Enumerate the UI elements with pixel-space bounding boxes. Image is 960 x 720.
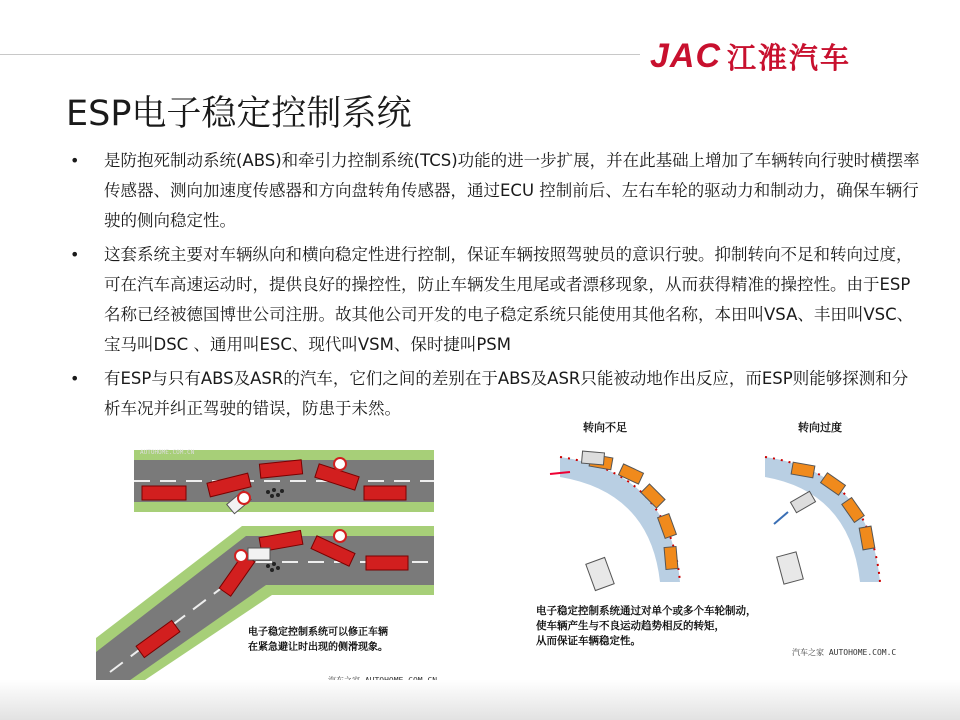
caption-line: 从而保证车辆稳定性。 — [536, 635, 641, 647]
logo-brand: JAC — [650, 36, 722, 75]
slide-title: ESP电子稳定控制系统 — [66, 94, 412, 134]
bullet-item: • 有ESP与只有ABS及ASR的汽车，它们之间的差别在于ABS及ASR只能被动地作出反应，而ESP则能够探测和分析车况并纠正驾驶的错误，防患于未然。 — [70, 364, 920, 424]
caption-line: 在紧急避让时出现的侧滑现象。 — [248, 642, 388, 653]
bullet-list — [70, 146, 920, 428]
caption-line: 电子稳定控制系统可以修正车辆 — [248, 627, 388, 638]
figure-right-caption — [536, 604, 757, 649]
bullet-item: • 这套系统主要对车辆纵向和横向稳定性进行控制，保证车辆按照驾驶员的意识行驶。抑制转向不足和转向过度，可在汽车高速运动时，提供良好的操控性，防止车辆发生甩尾或者漂移现象，从而获得精准的操控性。由于ESP名称已经被德国博世公司注册。故其他公司开发的电子稳定系统只能使用其他名称，本田叫VSA、丰田叫VSC、宝马叫DSC 、通用叫ESC、现代叫VSM、保时捷叫PSM — [70, 240, 920, 360]
label-oversteer: 转向过度 — [798, 421, 842, 434]
caption-line: 电子稳定控制系统通过对单个或多个车轮制动， — [536, 605, 757, 617]
footer-gradient — [0, 680, 960, 720]
caption-line: 使车辆产生与不良运动趋势相反的转矩， — [536, 620, 725, 632]
figure-left-top-watermark: AUTOHOME.COM.CN — [140, 449, 195, 456]
bullet-item: • 是防抱死制动系统(ABS)和牵引力控制系统(TCS)功能的进一步扩展，并在此基础上增加了车辆转向行驶时横摆率传感器、测向加速度传感器和方向盘转角传感器，通过ECU 控制前后、左右车轮的驱动力和制动力，确保车辆行驶的侧向稳定性。 — [70, 146, 920, 236]
label-understeer: 转向不足 — [583, 421, 627, 434]
jac-logo — [650, 36, 851, 76]
figure-right-watermark: 汽车之家 AUTOHOME.COM.C — [792, 648, 897, 657]
header-divider — [0, 54, 640, 55]
figure-left-caption — [248, 625, 388, 655]
logo-name: 江淮汽车 — [727, 40, 852, 75]
